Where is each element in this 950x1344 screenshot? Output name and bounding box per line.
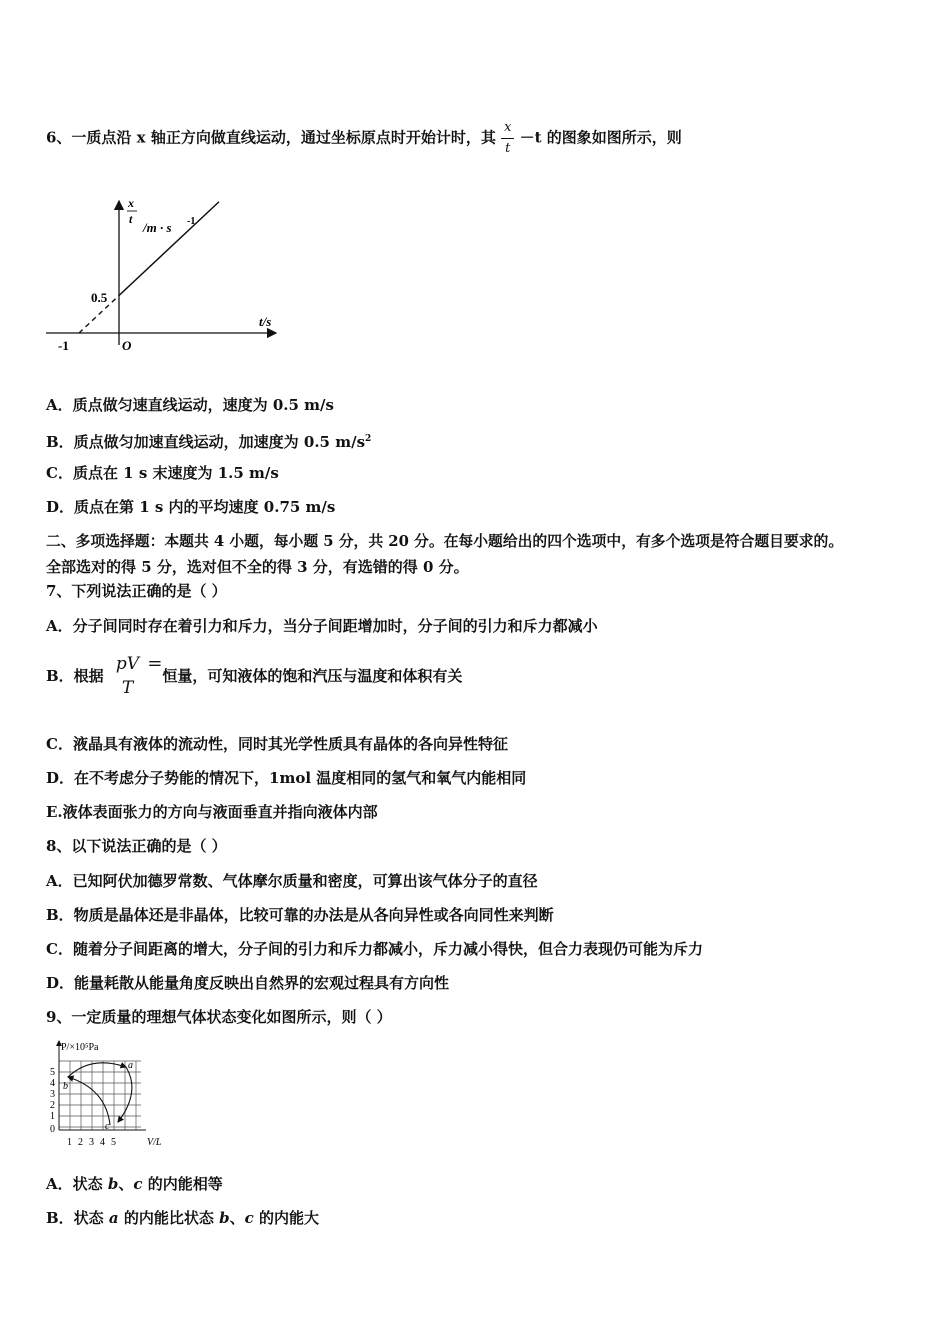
q9-x-ticks (67, 1137, 116, 1148)
section2-line2: 全部选对的得 5 分，选对但不全的得 3 分，有选错的得 0 分。 (46, 558, 469, 576)
neg-tick-label: -1 (58, 338, 69, 353)
curve-c-to-b (68, 1077, 110, 1125)
q7-option-d: D．在不考虑分子势能的情况下，1mol 温度相同的氢气和氧气内能相同 (46, 769, 527, 787)
q9-option-b: B．状态 a 的内能比状态 b、c 的内能大 (46, 1209, 320, 1227)
q8-option-a: A．已知阿伏加德罗常数、气体摩尔质量和密度，可算出该气体分子的直径 (46, 872, 538, 890)
q7-option-b: B．根据 pV T =恒量，可知液体的饱和汽压与温度和体积有关 (46, 653, 463, 698)
q6-option-a: A．质点做匀速直线运动，速度为 0.5 m/s (46, 396, 334, 414)
q9-y-ticks (50, 1067, 55, 1135)
q8-option-b: B．物质是晶体还是非晶体，比较可靠的办法是从各向异性或各向同性来判断 (46, 906, 554, 924)
graph-line-solid (119, 202, 219, 296)
svg-text:4: 4 (100, 1137, 105, 1148)
x-label: t/s (259, 314, 272, 329)
svg-text:5: 5 (111, 1137, 116, 1148)
q7-option-c: C．液晶具有液体的流动性，同时其光学性质具有晶体的各向异性特征 (46, 735, 508, 753)
q9-stem: 9、一定质量的理想气体状态变化如图所示，则（ ） (46, 1008, 392, 1026)
q8-option-c: C．随着分子间距离的增大，分子间的引力和斥力都减小，斥力减小得快，但合力表现仍可能为斥力 (46, 940, 703, 958)
y-label-num: x (128, 196, 134, 210)
y-label-den: t (129, 212, 133, 226)
q6-xt-graph (40, 195, 290, 355)
svg-text:1: 1 (50, 1111, 55, 1122)
svg-text:3: 3 (50, 1089, 55, 1100)
q6-option-b: B．质点做匀加速直线运动，加速度为 0.5 $m/s^2$ (46, 433, 372, 451)
q9-option-a: A．状态 b、c 的内能相等 (46, 1175, 223, 1193)
svg-text:0: 0 (50, 1124, 55, 1135)
section2-line1: 二、多项选择题：本题共 4 小题，每小题 5 分，共 20 分。在每小题给出的四个选项中，有多个选项是符合题目要求的。 (46, 533, 844, 550)
q6-option-c: C．质点在 1 s 末速度为 1.5 m/s (46, 464, 279, 482)
q7-option-a: A．分子间同时存在着引力和斥力，当分子间距增加时，分子间的引力和斥力都减小 (46, 617, 598, 635)
y-unit: /m · s (143, 220, 172, 235)
point-a-label: a (128, 1060, 133, 1071)
pv-over-t-fraction: pV T (115, 654, 140, 698)
q7-stem: 7、下列说法正确的是（ ） (46, 582, 227, 600)
q6-option-d: D．质点在第 1 s 内的平均速度 0.75 m/s (46, 498, 336, 516)
q6-stem: 6、一质点沿 x 轴正方向做直线运动，通过坐标原点时开始计时，其 $\frac{x}{t}$ －t 的图象如图所示，则 (46, 118, 682, 159)
y-unit-sup: -1 (187, 216, 196, 227)
point-c-label: c (105, 1121, 110, 1132)
svg-text:3: 3 (89, 1137, 94, 1148)
curve-b-to-a (68, 1063, 126, 1077)
x-over-t-fraction: $\frac{x}{t}$ (501, 118, 514, 159)
svg-text:2: 2 (78, 1137, 83, 1148)
q8-stem: 8、以下说法正确的是（ ） (46, 837, 227, 855)
point-b-label: b (63, 1081, 68, 1092)
svg-text:4: 4 (50, 1078, 55, 1089)
q7-option-e: E.液体表面张力的方向与液面垂直并指向液体内部 (46, 803, 378, 821)
q9-y-label: P/×10⁵Pa (61, 1042, 99, 1053)
q9-x-label: V/L (147, 1137, 162, 1148)
q8-option-d: D．能量耗散从能量角度反映出自然界的宏观过程具有方向性 (46, 974, 450, 992)
svg-text:5: 5 (50, 1067, 55, 1078)
svg-text:2: 2 (50, 1100, 55, 1111)
svg-text:1: 1 (67, 1137, 72, 1148)
origin-label: O (122, 338, 132, 353)
q9-pv-graph (46, 1037, 176, 1152)
intercept-label: 0.5 (91, 290, 108, 305)
